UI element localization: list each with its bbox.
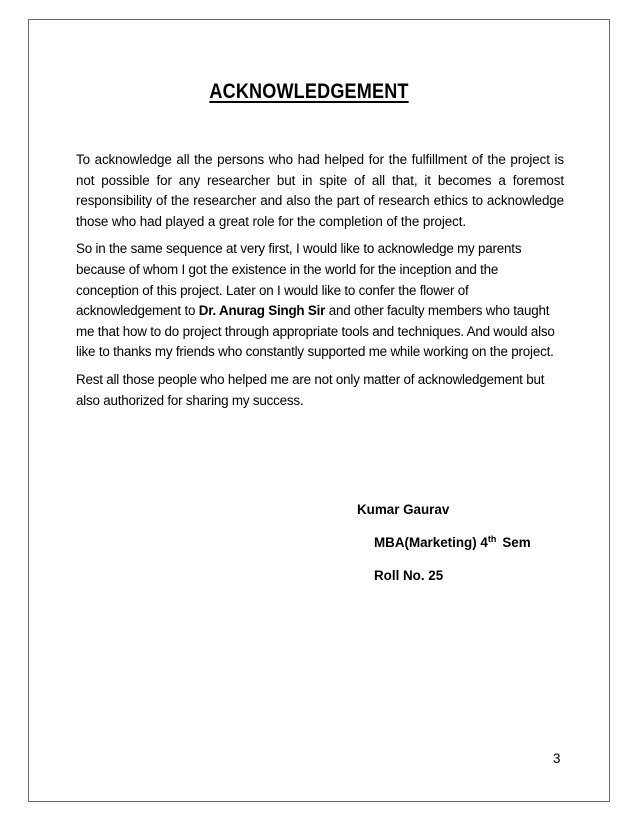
paragraph-2 bbox=[76, 239, 564, 363]
course-suffix: Sem bbox=[502, 535, 531, 550]
advisor-name: Dr. Anurag Singh Sir bbox=[198, 303, 326, 319]
page-number: 3 bbox=[553, 751, 561, 766]
page-title: ACKNOWLEDGEMENT bbox=[209, 80, 409, 103]
paragraph-1: To acknowledge all the persons who had helped for the fulfillment of the project is not possible for any researcher but in spite of all that, it becomes a foremost responsibility of the researcher and also the part of research ethics to acknowledge those who had played a great role for the completion of the project. bbox=[76, 152, 564, 229]
title-container bbox=[0, 80, 618, 110]
course-prefix: MBA(Marketing) 4 bbox=[374, 535, 488, 550]
paragraph-2-text-end: and other faculty members who taught me that how to do project through appropriate tools and techniques. And would also like to thanks my friends who constantly supported me while working on the project. bbox=[76, 303, 555, 360]
course-superscript: th bbox=[487, 533, 497, 544]
signature-course bbox=[374, 535, 531, 550]
paragraph-2-text-start: So in the same sequence at very first, I would like to acknowledge my parents because of whom I got the existence in the world for the inception and the conception of this project. Later on I would like to confer the flower of acknowledgement to bbox=[76, 241, 522, 319]
acknowledgement-body bbox=[76, 150, 564, 418]
signature-roll-number: Roll No. 25 bbox=[374, 568, 444, 583]
paragraph-3: Rest all those people who helped me are not only matter of acknowledgement but also authorized for sharing my success. bbox=[76, 371, 545, 408]
signature-name: Kumar Gaurav bbox=[357, 502, 450, 517]
